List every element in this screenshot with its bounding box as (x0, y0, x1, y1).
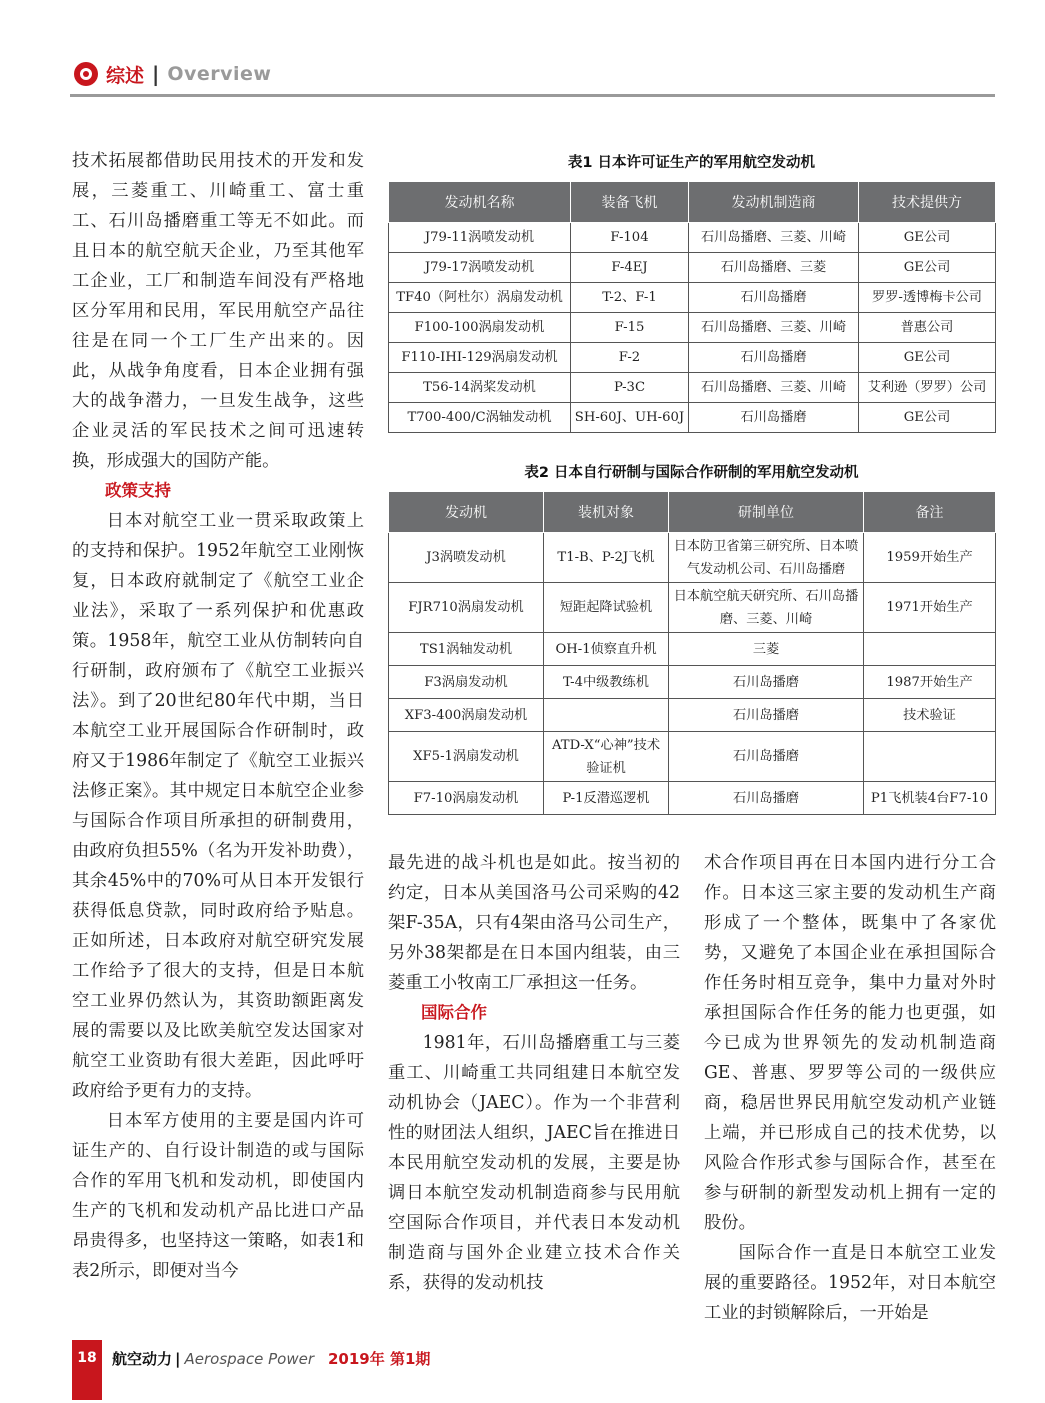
table2 (388, 491, 996, 815)
table2-caption: 表2 日本自行研制与国际合作研制的军用航空发动机 (524, 465, 859, 481)
table-cell: 艾利逊（罗罗）公司 (859, 373, 996, 403)
column-header: 备注 (864, 492, 996, 533)
table-cell: P-1反潜巡逻机 (544, 782, 669, 815)
paragraph: 1981年，石川岛播磨重工与三菱重工、川崎重工共同组建日本航空发动机协会（JAEC）。作为一个非营利性的财团法人组织，JAEC旨在推进日本民用航空发动机的发展，主要是协调日本航空发动机制造商参与民用航空国际合作项目，并代表日本发动机制造商与国外企业建立技术合作关系，获得的发动机技 (388, 1033, 680, 1293)
footer-separator: | (175, 1350, 181, 1368)
table-row (389, 343, 996, 373)
table-cell: ATD-X“心神”技术验证机 (544, 732, 669, 782)
table-cell: T-4中级教练机 (544, 666, 669, 699)
table-cell: 短距起降试验机 (544, 583, 669, 633)
table-row (389, 283, 996, 313)
table-cell: 石川岛播磨 (689, 403, 859, 433)
table-cell: 石川岛播磨、三菱 (689, 253, 859, 283)
table-row (389, 533, 996, 583)
journal-logo-icon (74, 62, 98, 86)
table-cell: F7-10涡扇发动机 (389, 782, 544, 815)
table-row (389, 666, 996, 699)
table-cell: GE公司 (859, 253, 996, 283)
table-cell: XF5-1涡扇发动机 (389, 732, 544, 782)
table-cell: 石川岛播磨 (689, 343, 859, 373)
header-separator: | (152, 62, 160, 86)
text-column-1 (72, 146, 364, 1286)
table-cell: T700-400/C涡轴发动机 (389, 403, 571, 433)
table-cell: TS1涡轴发动机 (389, 633, 544, 666)
table-cell: TF40（阿杜尔）涡扇发动机 (389, 283, 571, 313)
table-cell: XF3-400涡扇发动机 (389, 699, 544, 732)
table-header-row (389, 182, 996, 223)
table-row (389, 583, 996, 633)
table-row (389, 782, 996, 815)
section-title-en: Overview (167, 63, 272, 85)
table-cell: F-4EJ (571, 253, 689, 283)
table-cell: 罗罗-透博梅卡公司 (859, 283, 996, 313)
page-header (74, 58, 271, 90)
column-header: 发动机 (389, 492, 544, 533)
table-cell: 石川岛播磨 (669, 666, 864, 699)
table-row (389, 313, 996, 343)
table-cell: F110-IHI-129涡扇发动机 (389, 343, 571, 373)
table-cell: GE公司 (859, 343, 996, 373)
table-cell: SH-60J、UH-60J (571, 403, 689, 433)
paragraph: 技术拓展都借助民用技术的开发和发展，三菱重工、川崎重工、富士重工、石川岛播磨重工等无不如此。而且日本的航空航天企业，乃至其他军工企业，工厂和制造车间没有严格地区分军用和民用，军民用航空产品往往是在同一个工厂生产出来的。因此，从战争角度看，日本企业拥有强大的战争潜力，一旦发生战争，这些企业灵活的军民技术之间可迅速转换，形成强大的国防产能。 (72, 151, 364, 471)
table-row (389, 403, 996, 433)
table1-caption: 表1 日本许可证生产的军用航空发动机 (567, 155, 816, 171)
table-cell: F-104 (571, 223, 689, 253)
header-rule (70, 94, 995, 97)
section-heading-policy: 政策支持 (105, 481, 171, 500)
table-cell: 日本航空航天研究所、石川岛播磨、三菱、川崎 (669, 583, 864, 633)
table-cell: P-3C (571, 373, 689, 403)
text-column-3 (704, 848, 996, 1328)
journal-name-en: Aerospace Power (184, 1350, 314, 1368)
table-cell: J79-11涡喷发动机 (389, 223, 571, 253)
page-number: 18 (72, 1340, 102, 1400)
table-cell: FJR710涡扇发动机 (389, 583, 544, 633)
column-header: 装备飞机 (571, 182, 689, 223)
column-header: 发动机名称 (389, 182, 571, 223)
table-cell: 石川岛播磨 (669, 699, 864, 732)
table-cell (544, 699, 669, 732)
table-cell: 石川岛播磨 (689, 283, 859, 313)
table-cell: 普惠公司 (859, 313, 996, 343)
table-row (389, 223, 996, 253)
table-cell: 石川岛播磨、三菱、川崎 (689, 313, 859, 343)
table-cell: 日本防卫省第三研究所、日本喷气发动机公司、石川岛播磨 (669, 533, 864, 583)
column-header: 发动机制造商 (689, 182, 859, 223)
table-cell: T56-14涡桨发动机 (389, 373, 571, 403)
table-cell: J79-17涡喷发动机 (389, 253, 571, 283)
paragraph: 国际合作一直是日本航空工业发展的重要路径。1952年，对日本航空工业的封锁解除后，一开始是 (704, 1243, 996, 1323)
table-row (389, 732, 996, 782)
table-cell: 石川岛播磨 (669, 732, 864, 782)
paragraph: 日本对航空工业一贯采取政策上的支持和保护。1952年航空工业刚恢复，日本政府就制定了《航空工业企业法》，采取了一系列保护和优惠政策。1958年，航空工业从仿制转向自行研制，政府颁布了《航空工业振兴法》。到了20世纪80年代中期，当日本航空工业开展国际合作研制时，政府又于1986年制定了《航空工业振兴法修正案》。其中规定日本航空企业参与国际合作项目所承担的研制费用，由政府负担55%（名为开发补助费），其余45%中的70%可从日本开发银行获得低息贷款，同时政府给予贴息。正如所述，日本政府对航空研究发展工作给予了很大的支持，但是日本航空工业界仍然认为，其资助额距离发展的需要以及比欧美航空发达国家对航空工业资助有很大差距，因此呼吁政府给予更有力的支持。 (72, 511, 364, 1101)
table-header-row (389, 492, 996, 533)
paragraph: 日本军方使用的主要是国内许可证生产的、自行设计制造的或与国际合作的军用飞机和发动机，即使国内生产的飞机和发动机产品比进口产品昂贵得多，也坚持这一策略，如表1和表2所示，即便对当今 (72, 1111, 364, 1281)
table-cell: 三菱 (669, 633, 864, 666)
table-cell: 1971开始生产 (864, 583, 996, 633)
paragraph: 术合作项目再在日本国内进行分工合作。日本这三家主要的发动机生产商形成了一个整体，既集中了各家优势，又避免了本国企业在承担国际合作任务时相互竞争，集中力量对外时承担国际合作任务的能力也更强，如今已成为世界领先的发动机制造商GE、普惠、罗罗等公司的一级供应商，稳居世界民用航空发动机产业链上端，并已形成自己的技术优势，以风险合作形式参与国际合作，甚至在参与研制的新型发动机上拥有一定的股份。 (704, 853, 996, 1233)
section-title-cn: 综述 (106, 64, 145, 87)
table-cell: 1959开始生产 (864, 533, 996, 583)
table-cell: F100-100涡扇发动机 (389, 313, 571, 343)
table-row (389, 373, 996, 403)
table-row (389, 633, 996, 666)
table-cell: 1987开始生产 (864, 666, 996, 699)
table-row (389, 699, 996, 732)
table-row (389, 253, 996, 283)
column-header: 装机对象 (544, 492, 669, 533)
column-header: 技术提供方 (859, 182, 996, 223)
table-cell: 石川岛播磨、三菱、川崎 (689, 223, 859, 253)
table-cell: F3涡扇发动机 (389, 666, 544, 699)
table-cell: 技术验证 (864, 699, 996, 732)
column-header: 研制单位 (669, 492, 864, 533)
paragraph: 最先进的战斗机也是如此。按当初的约定，日本从美国洛马公司采购的42架F-35A，只有4架由洛马公司生产，另外38架都是在日本国内组装，由三菱重工小牧南工厂承担这一任务。 (388, 853, 680, 993)
issue-label: 2019年 第1期 (328, 1350, 431, 1368)
table-cell: 石川岛播磨、三菱、川崎 (689, 373, 859, 403)
section-heading-intl-cooperation: 国际合作 (421, 1003, 487, 1022)
table-cell: OH-1侦察直升机 (544, 633, 669, 666)
table-cell: P1飞机装4台F7-10 (864, 782, 996, 815)
table-cell: F-2 (571, 343, 689, 373)
table-cell: 石川岛播磨 (669, 782, 864, 815)
table1 (388, 181, 996, 433)
table-cell (864, 633, 996, 666)
table-cell: GE公司 (859, 223, 996, 253)
table-cell: J3涡喷发动机 (389, 533, 544, 583)
table-cell: T1-B、P-2J飞机 (544, 533, 669, 583)
table-cell (864, 732, 996, 782)
page-footer (112, 1348, 430, 1369)
table-cell: F-15 (571, 313, 689, 343)
table-cell: T-2、F-1 (571, 283, 689, 313)
journal-name-cn: 航空动力 (112, 1350, 173, 1368)
text-column-2 (388, 848, 680, 1298)
table-cell: GE公司 (859, 403, 996, 433)
